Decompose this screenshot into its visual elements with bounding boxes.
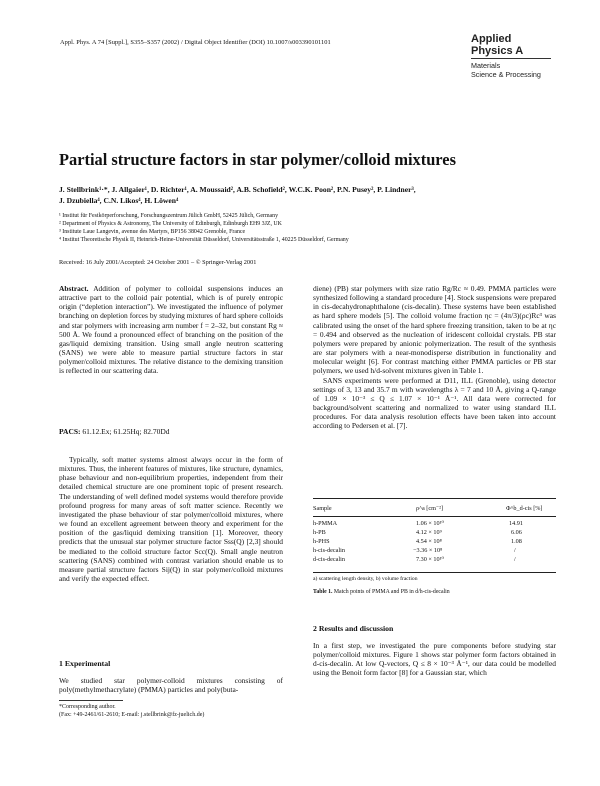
introduction — [59, 455, 283, 583]
abstract — [59, 284, 283, 376]
paper-title: Partial structure factors in star polymer/colloid mixtures — [59, 150, 456, 169]
table-notes: a) scattering length density, b) volume fraction — [313, 576, 418, 582]
table-bottom-rule — [313, 572, 556, 573]
table-header-density: ρ^a [cm⁻²] — [416, 505, 444, 512]
pacs — [59, 427, 170, 436]
right-paragraph-2: SANS experiments were performed at D11, ILL (Grenoble), using detector settings of 3, 13 and 35.7 m with wavelengths λ = 7 and 10 Å, giving a Q-range of 1.09 × 10⁻³ ≤ Q ≤ 1.07 × 10⁻¹ Å⁻¹. All data were corrected for background/solvent scattering and normalized to water using standard ILL procedures. For data analysis resolution effects have been taken into account according to Pedersen et al. [7]. — [313, 375, 556, 431]
table-cell: 4.12 × 10⁹ — [416, 529, 442, 536]
footnote — [59, 703, 289, 719]
journal-subtitle-2: Science & Processing — [471, 70, 541, 79]
footnote-author: *Corresponding author. — [59, 704, 116, 710]
table-caption — [313, 589, 450, 595]
abstract-label: Abstract. — [59, 284, 89, 293]
citation-header: Appl. Phys. A 74 [Suppl.], S355–S357 (2002) / Digital Object Identifier (DOI) 10.1007/s003390101101 — [60, 39, 331, 46]
pacs-codes: 61.12.Ex; 61.25Hq; 82.70Dd — [82, 427, 170, 436]
footnote-contact: (Fax: +49-2461/61-2610; E-mail: j.stellbrink@fz-juelich.de) — [59, 712, 205, 718]
table-cell: 6.06 — [511, 529, 522, 536]
section-1-text: We studied star polymer-colloid mixtures consisting of poly(methylmethacrylate) (PMMA) particles and poly(buta- — [59, 676, 283, 695]
pacs-label: PACS: — [59, 427, 81, 436]
footnote-rule — [59, 700, 123, 701]
table-cell: h-PHS — [313, 538, 330, 545]
authors-line-2: J. Dzubiella⁴, C.N. Likos⁴, H. Löwen⁴ — [59, 196, 179, 205]
table-cell: −3.36 × 10⁸ — [413, 547, 443, 554]
section-2-heading: 2 Results and discussion — [313, 624, 394, 633]
table-header-sample: Sample — [313, 505, 332, 512]
section-1-heading: 1 Experimental — [59, 659, 111, 668]
table-top-rule — [313, 498, 556, 499]
abstract-text: Addition of polymer to colloidal suspensions induces an attractive part to the colloid pair potential, which is of purely entropic origin (“depletion interaction”). We investigated the influence of polymer branching on depletion forces by studying mixtures of hard sphere colloids and star polymers with increasing arm number f = 2–32, but constant Rg ≈ 500 Å. We found a pronounced effect of branching on the position of the gas/liquid demixing transition. Using small angle neutron scattering (SANS) we were able to measure partial structure factors in star polymer/colloid mixtures. The relative distance to the demixing transition is reflected in our scattering data. — [59, 284, 284, 376]
table-cell: h-cis-decalin — [313, 547, 345, 554]
right-paragraph-1: diene) (PB) star polymers with size ratio Rg/Rc ≈ 0.49. PMMA particles were synthesized following a standard procedure [4]. Stock suspensions were prepared in cis-decahydronaphthalone (cis-decalin). These systems have been established as hard sphere models [5]. The colloid volume fraction ηc = (4π/3)(ρc)Rc³ was calibrated using the onset of the hard sphere freezing transition, taken to be at ηc = 0.494 and observed as the nucleation of iridescent colloidal crystals. PB star polymers were prepared by anionic polymerization. The result of the synthesis are star polymers with a near-monodisperse distribution in functionality and molecular weight [6]. For contrast matching either PMMA particles or PB star polymers, we used h/d-solvent mixtures given in Table 1. — [313, 284, 556, 376]
table-caption-text: Match points of PMMA and PB in d/h-cis-decalin — [333, 589, 450, 595]
table-cell: 4.54 × 10⁸ — [416, 538, 442, 545]
journal-rule — [471, 58, 551, 59]
authors-line-1: J. Stellbrink¹·*, J. Allgaier¹, D. Richter¹, A. Moussaid², A.B. Schofield², W.C.K. Poon², P.N. Pusey², P. Lindner³, — [59, 185, 416, 194]
section-2-text: In a first step, we investigated the pure components before studying star polymer/colloid mixtures. Figure 1 shows star polymer form factors obtained in d-cis-decalin. At low Q-vectors, Q ≤ 8 × 10⁻³ Å⁻¹, our data could be modelled using the Benoit form factor [8] for a Gaussian star, which — [313, 641, 556, 678]
table-cell: / — [514, 547, 516, 554]
table-header-fraction: Φ^b_d-cis [%] — [506, 505, 543, 512]
authors — [59, 184, 559, 206]
journal-logo — [471, 33, 551, 79]
table-cell: 14.91 — [509, 520, 523, 527]
table-cell: h-PB — [313, 529, 326, 536]
journal-name: Applied Physics A — [471, 33, 524, 57]
table-caption-label: Table 1. — [313, 589, 333, 595]
affiliations — [59, 212, 559, 244]
received-dates: Received: 16 July 2001/Accepted: 24 October 2001 – © Springer-Verlag 2001 — [59, 259, 257, 266]
affiliation-4: ⁴ Institut Theoretische Physik II, Heinrich-Heine-Universität Düsseldorf, Universitätsstraße 1, 40225 Düsseldorf, Germany — [59, 237, 349, 244]
table-cell: h-PMMA — [313, 520, 338, 527]
affiliation-2: ² Department of Physics & Astronomy, The University of Edinburgh, Edinburgh EH9 3JZ, UK — [59, 221, 282, 228]
table-cell: 1.06 × 10¹⁰ — [416, 520, 444, 527]
table-cell: 1.08 — [511, 538, 522, 545]
affiliation-1: ¹ Institut für Festkörperforschung, Forschungszentrum Jülich GmbH, 52425 Jülich, Germany — [59, 213, 279, 219]
right-column-text — [313, 284, 556, 431]
table-cell: 7.30 × 10¹⁰ — [416, 556, 444, 563]
journal-subtitle-1: Materials — [471, 61, 501, 70]
table-cell: / — [514, 556, 516, 563]
intro-paragraph: Typically, soft matter systems almost always occur in the form of mixtures. Thus, the inherent features of mixtures, like structure, dynamics, phase behaviour and non-equilibrium properties, independent from their detailed chemical structure are one prominent topic of present research. The understanding of well defined model systems would therefore provide profound progress for many areas of soft matter science. Recently we investigated the phase behaviour of star polymer/colloid mixtures, where we found an excellent agreement between theory and experiment for the position of the gas/liquid demixing transition [1]. Moreover, theory predicts that the unusual star polymer structure factor Sss(Q) [2,3] should be mediated to the colloid structure factor Scc(Q). Small angle neutron scattering (SANS) combined with contrast variation should enable us to measure partial structure factors Sij(Q) in star polymer/colloid mixtures and verify the expected effect. — [59, 455, 283, 584]
table-header-rule — [313, 516, 556, 517]
table-cell: d-cis-decalin — [313, 556, 345, 563]
affiliation-3: ³ Institute Laue Langevin, avenue des Martyrs, BP156 38042 Grenoble, France — [59, 229, 246, 236]
